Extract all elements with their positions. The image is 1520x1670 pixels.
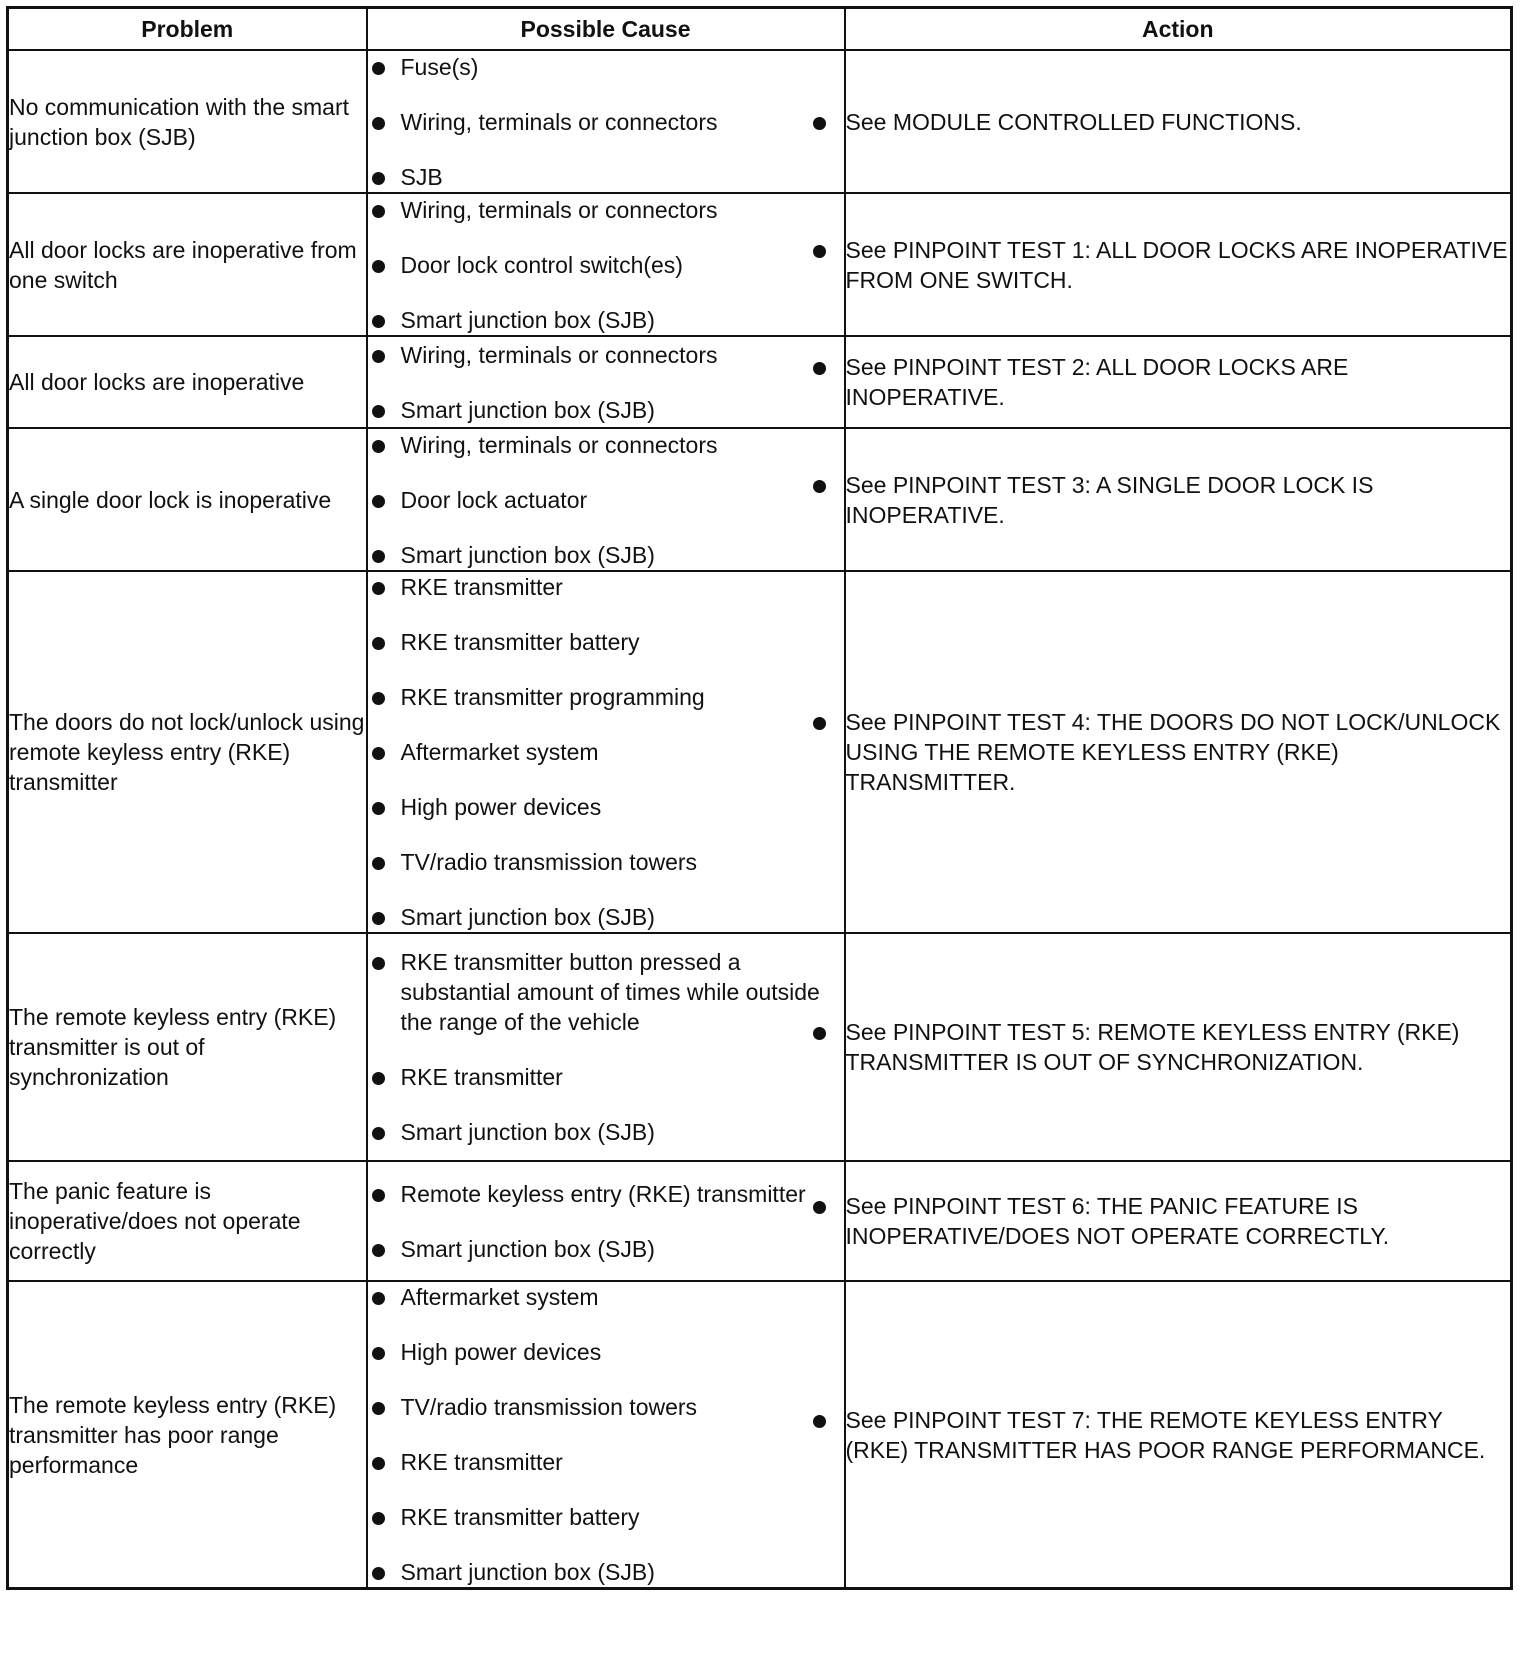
bullet-icon xyxy=(372,495,385,508)
bullet-icon xyxy=(372,747,385,760)
action-cell xyxy=(845,571,1512,933)
table-row xyxy=(8,428,1512,571)
cause-item xyxy=(368,737,844,767)
table-row xyxy=(8,193,1512,336)
cause-text: RKE transmitter battery xyxy=(400,1504,640,1530)
cause-item xyxy=(368,627,844,657)
table-row xyxy=(8,1281,1512,1589)
cause-item xyxy=(368,947,844,1037)
action-item xyxy=(846,707,1511,797)
action-item xyxy=(846,352,1511,412)
bullet-icon xyxy=(372,1567,385,1580)
cause-text: Aftermarket system xyxy=(400,1284,599,1310)
cause-item xyxy=(368,1392,844,1422)
problem-cell: No communication with the smart junction box (SJB) xyxy=(8,50,367,193)
cause-item xyxy=(368,1234,844,1264)
cause-column-header: Possible Cause xyxy=(367,8,845,51)
action-cell xyxy=(845,1161,1512,1281)
cause-item xyxy=(368,847,844,877)
bullet-icon xyxy=(813,1027,826,1040)
cause-text: Smart junction box (SJB) xyxy=(400,396,655,423)
cause-item xyxy=(368,1062,844,1092)
cause-item xyxy=(368,430,844,460)
cause-item xyxy=(368,1447,844,1477)
cause-item xyxy=(368,572,844,602)
cause-item xyxy=(368,1557,844,1587)
cause-item xyxy=(368,540,844,570)
cause-item xyxy=(368,902,844,932)
problem-cell: All door locks are inoperative from one switch xyxy=(8,193,367,336)
bullet-icon xyxy=(372,550,385,563)
cause-text: Wiring, terminals or connectors xyxy=(400,431,718,458)
cause-cell xyxy=(367,933,845,1161)
action-text: See PINPOINT TEST 5: REMOTE KEYLESS ENTRY (RKE) TRANSMITTER IS OUT OF SYNCHRONIZATION. xyxy=(845,1019,1460,1075)
cause-item xyxy=(368,395,844,425)
cause-text: Smart junction box (SJB) xyxy=(400,1235,655,1262)
bullet-icon xyxy=(372,802,385,815)
cause-text: RKE transmitter battery xyxy=(400,629,640,655)
cause-text: Wiring, terminals or connectors xyxy=(400,108,718,135)
bullet-icon xyxy=(372,1072,385,1085)
action-cell xyxy=(845,428,1512,571)
table-row xyxy=(8,571,1512,933)
action-item xyxy=(846,1405,1511,1465)
cause-list xyxy=(368,52,844,192)
cause-cell xyxy=(367,193,845,336)
cause-item xyxy=(368,1282,844,1312)
bullet-icon xyxy=(372,405,385,418)
bullet-icon xyxy=(372,1244,385,1257)
cause-cell xyxy=(367,50,845,193)
action-item xyxy=(846,107,1511,137)
cause-cell xyxy=(367,336,845,428)
cause-cell xyxy=(367,1161,845,1281)
cause-item xyxy=(368,682,844,712)
cause-list xyxy=(368,1179,844,1264)
bullet-icon xyxy=(813,1415,826,1428)
cause-list xyxy=(368,1282,844,1587)
table-header xyxy=(8,8,1512,51)
cause-text: Door lock control switch(es) xyxy=(400,251,683,278)
problem-cell: The doors do not lock/unlock using remote keyless entry (RKE) transmitter xyxy=(8,571,367,933)
action-cell xyxy=(845,50,1512,193)
cause-item xyxy=(368,1337,844,1367)
bullet-icon xyxy=(372,1347,385,1360)
bullet-icon xyxy=(372,1292,385,1305)
cause-item xyxy=(368,107,844,137)
cause-item xyxy=(368,52,844,82)
cause-item xyxy=(368,305,844,335)
cause-list xyxy=(368,947,844,1147)
cause-text: Door lock actuator xyxy=(400,486,588,513)
bullet-icon xyxy=(372,1457,385,1470)
action-text: See PINPOINT TEST 2: ALL DOOR LOCKS ARE INOPERATIVE. xyxy=(845,354,1349,410)
action-cell xyxy=(845,933,1512,1161)
table-body xyxy=(8,50,1512,1589)
bullet-icon xyxy=(372,857,385,870)
bullet-icon xyxy=(372,62,385,75)
cause-text: RKE transmitter button pressed a substantial amount of times while outside the range of the vehicle xyxy=(400,949,820,1035)
cause-item xyxy=(368,1117,844,1147)
action-item xyxy=(846,470,1511,530)
cause-item xyxy=(368,195,844,225)
bullet-icon xyxy=(813,480,826,493)
cause-text: RKE transmitter xyxy=(400,574,563,600)
bullet-icon xyxy=(813,245,826,258)
table-row xyxy=(8,1161,1512,1281)
action-text: See PINPOINT TEST 6: THE PANIC FEATURE IS INOPERATIVE/DOES NOT OPERATE CORRECTLY. xyxy=(845,1193,1390,1249)
action-cell xyxy=(845,193,1512,336)
cause-list xyxy=(368,340,844,425)
bullet-icon xyxy=(813,717,826,730)
cause-item xyxy=(368,340,844,370)
cause-item xyxy=(368,485,844,515)
cause-cell xyxy=(367,1281,845,1589)
problem-cell: All door locks are inoperative xyxy=(8,336,367,428)
cause-text: RKE transmitter xyxy=(400,1449,563,1475)
action-item xyxy=(846,235,1511,295)
problem-column-header: Problem xyxy=(8,8,367,51)
cause-text: Smart junction box (SJB) xyxy=(400,541,655,568)
cause-text: Wiring, terminals or connectors xyxy=(400,196,718,223)
cause-text: TV/radio transmission towers xyxy=(400,1394,698,1420)
cause-list xyxy=(368,430,844,570)
table-row xyxy=(8,50,1512,193)
cause-list xyxy=(368,195,844,335)
cause-text: Smart junction box (SJB) xyxy=(400,1119,655,1145)
bullet-icon xyxy=(372,1189,385,1202)
cause-text: High power devices xyxy=(400,1339,602,1365)
cause-list xyxy=(368,572,844,932)
header-row xyxy=(8,8,1512,51)
problem-cell: The remote keyless entry (RKE) transmitter is out of synchronization xyxy=(8,933,367,1161)
action-cell xyxy=(845,1281,1512,1589)
bullet-icon xyxy=(372,172,385,185)
bullet-icon xyxy=(813,362,826,375)
cause-item xyxy=(368,250,844,280)
action-cell xyxy=(845,336,1512,428)
problem-cell: A single door lock is inoperative xyxy=(8,428,367,571)
action-item xyxy=(846,1017,1511,1077)
cause-text: SJB xyxy=(400,163,443,190)
action-text: See MODULE CONTROLLED FUNCTIONS. xyxy=(845,108,1302,135)
action-text: See PINPOINT TEST 7: THE REMOTE KEYLESS ENTRY (RKE) TRANSMITTER HAS POOR RANGE PERFORMANCE. xyxy=(845,1406,1486,1463)
cause-text: High power devices xyxy=(400,794,602,820)
bullet-icon xyxy=(372,1402,385,1415)
bullet-icon xyxy=(372,440,385,453)
bullet-icon xyxy=(372,637,385,650)
cause-text: Remote keyless entry (RKE) transmitter xyxy=(400,1180,806,1207)
bullet-icon xyxy=(372,957,385,970)
cause-item xyxy=(368,792,844,822)
cause-text: Fuse(s) xyxy=(400,53,479,80)
cause-text: Wiring, terminals or connectors xyxy=(400,341,718,368)
action-text: See PINPOINT TEST 1: ALL DOOR LOCKS ARE INOPERATIVE FROM ONE SWITCH. xyxy=(845,236,1508,293)
problem-cell: The remote keyless entry (RKE) transmitter has poor range performance xyxy=(8,1281,367,1589)
bullet-icon xyxy=(813,117,826,130)
bullet-icon xyxy=(813,1201,826,1214)
bullet-icon xyxy=(372,1127,385,1140)
cause-text: RKE transmitter xyxy=(400,1064,563,1090)
action-text: See PINPOINT TEST 4: THE DOORS DO NOT LOCK/UNLOCK USING THE REMOTE KEYLESS ENTRY (RKE) TRANSMITTER. xyxy=(845,709,1501,795)
table-row xyxy=(8,933,1512,1161)
action-text: See PINPOINT TEST 3: A SINGLE DOOR LOCK IS INOPERATIVE. xyxy=(845,471,1374,528)
cause-cell xyxy=(367,428,845,571)
bullet-icon xyxy=(372,692,385,705)
bullet-icon xyxy=(372,912,385,925)
bullet-icon xyxy=(372,1512,385,1525)
cause-text: RKE transmitter programming xyxy=(400,684,705,710)
cause-item xyxy=(368,1502,844,1532)
bullet-icon xyxy=(372,350,385,363)
action-item xyxy=(846,1191,1511,1251)
table-row xyxy=(8,336,1512,428)
symptom-chart-table xyxy=(6,6,1513,1590)
bullet-icon xyxy=(372,205,385,218)
cause-text: Smart junction box (SJB) xyxy=(400,306,655,333)
cause-item xyxy=(368,162,844,192)
bullet-icon xyxy=(372,260,385,273)
cause-text: Aftermarket system xyxy=(400,739,599,765)
cause-text: TV/radio transmission towers xyxy=(400,849,698,875)
cause-cell xyxy=(367,571,845,933)
bullet-icon xyxy=(372,117,385,130)
problem-cell: The panic feature is inoperative/does not operate correctly xyxy=(8,1161,367,1281)
bullet-icon xyxy=(372,315,385,328)
cause-text: Smart junction box (SJB) xyxy=(400,904,655,930)
action-column-header: Action xyxy=(845,8,1512,51)
cause-item xyxy=(368,1179,844,1209)
cause-text: Smart junction box (SJB) xyxy=(400,1559,655,1585)
bullet-icon xyxy=(372,582,385,595)
